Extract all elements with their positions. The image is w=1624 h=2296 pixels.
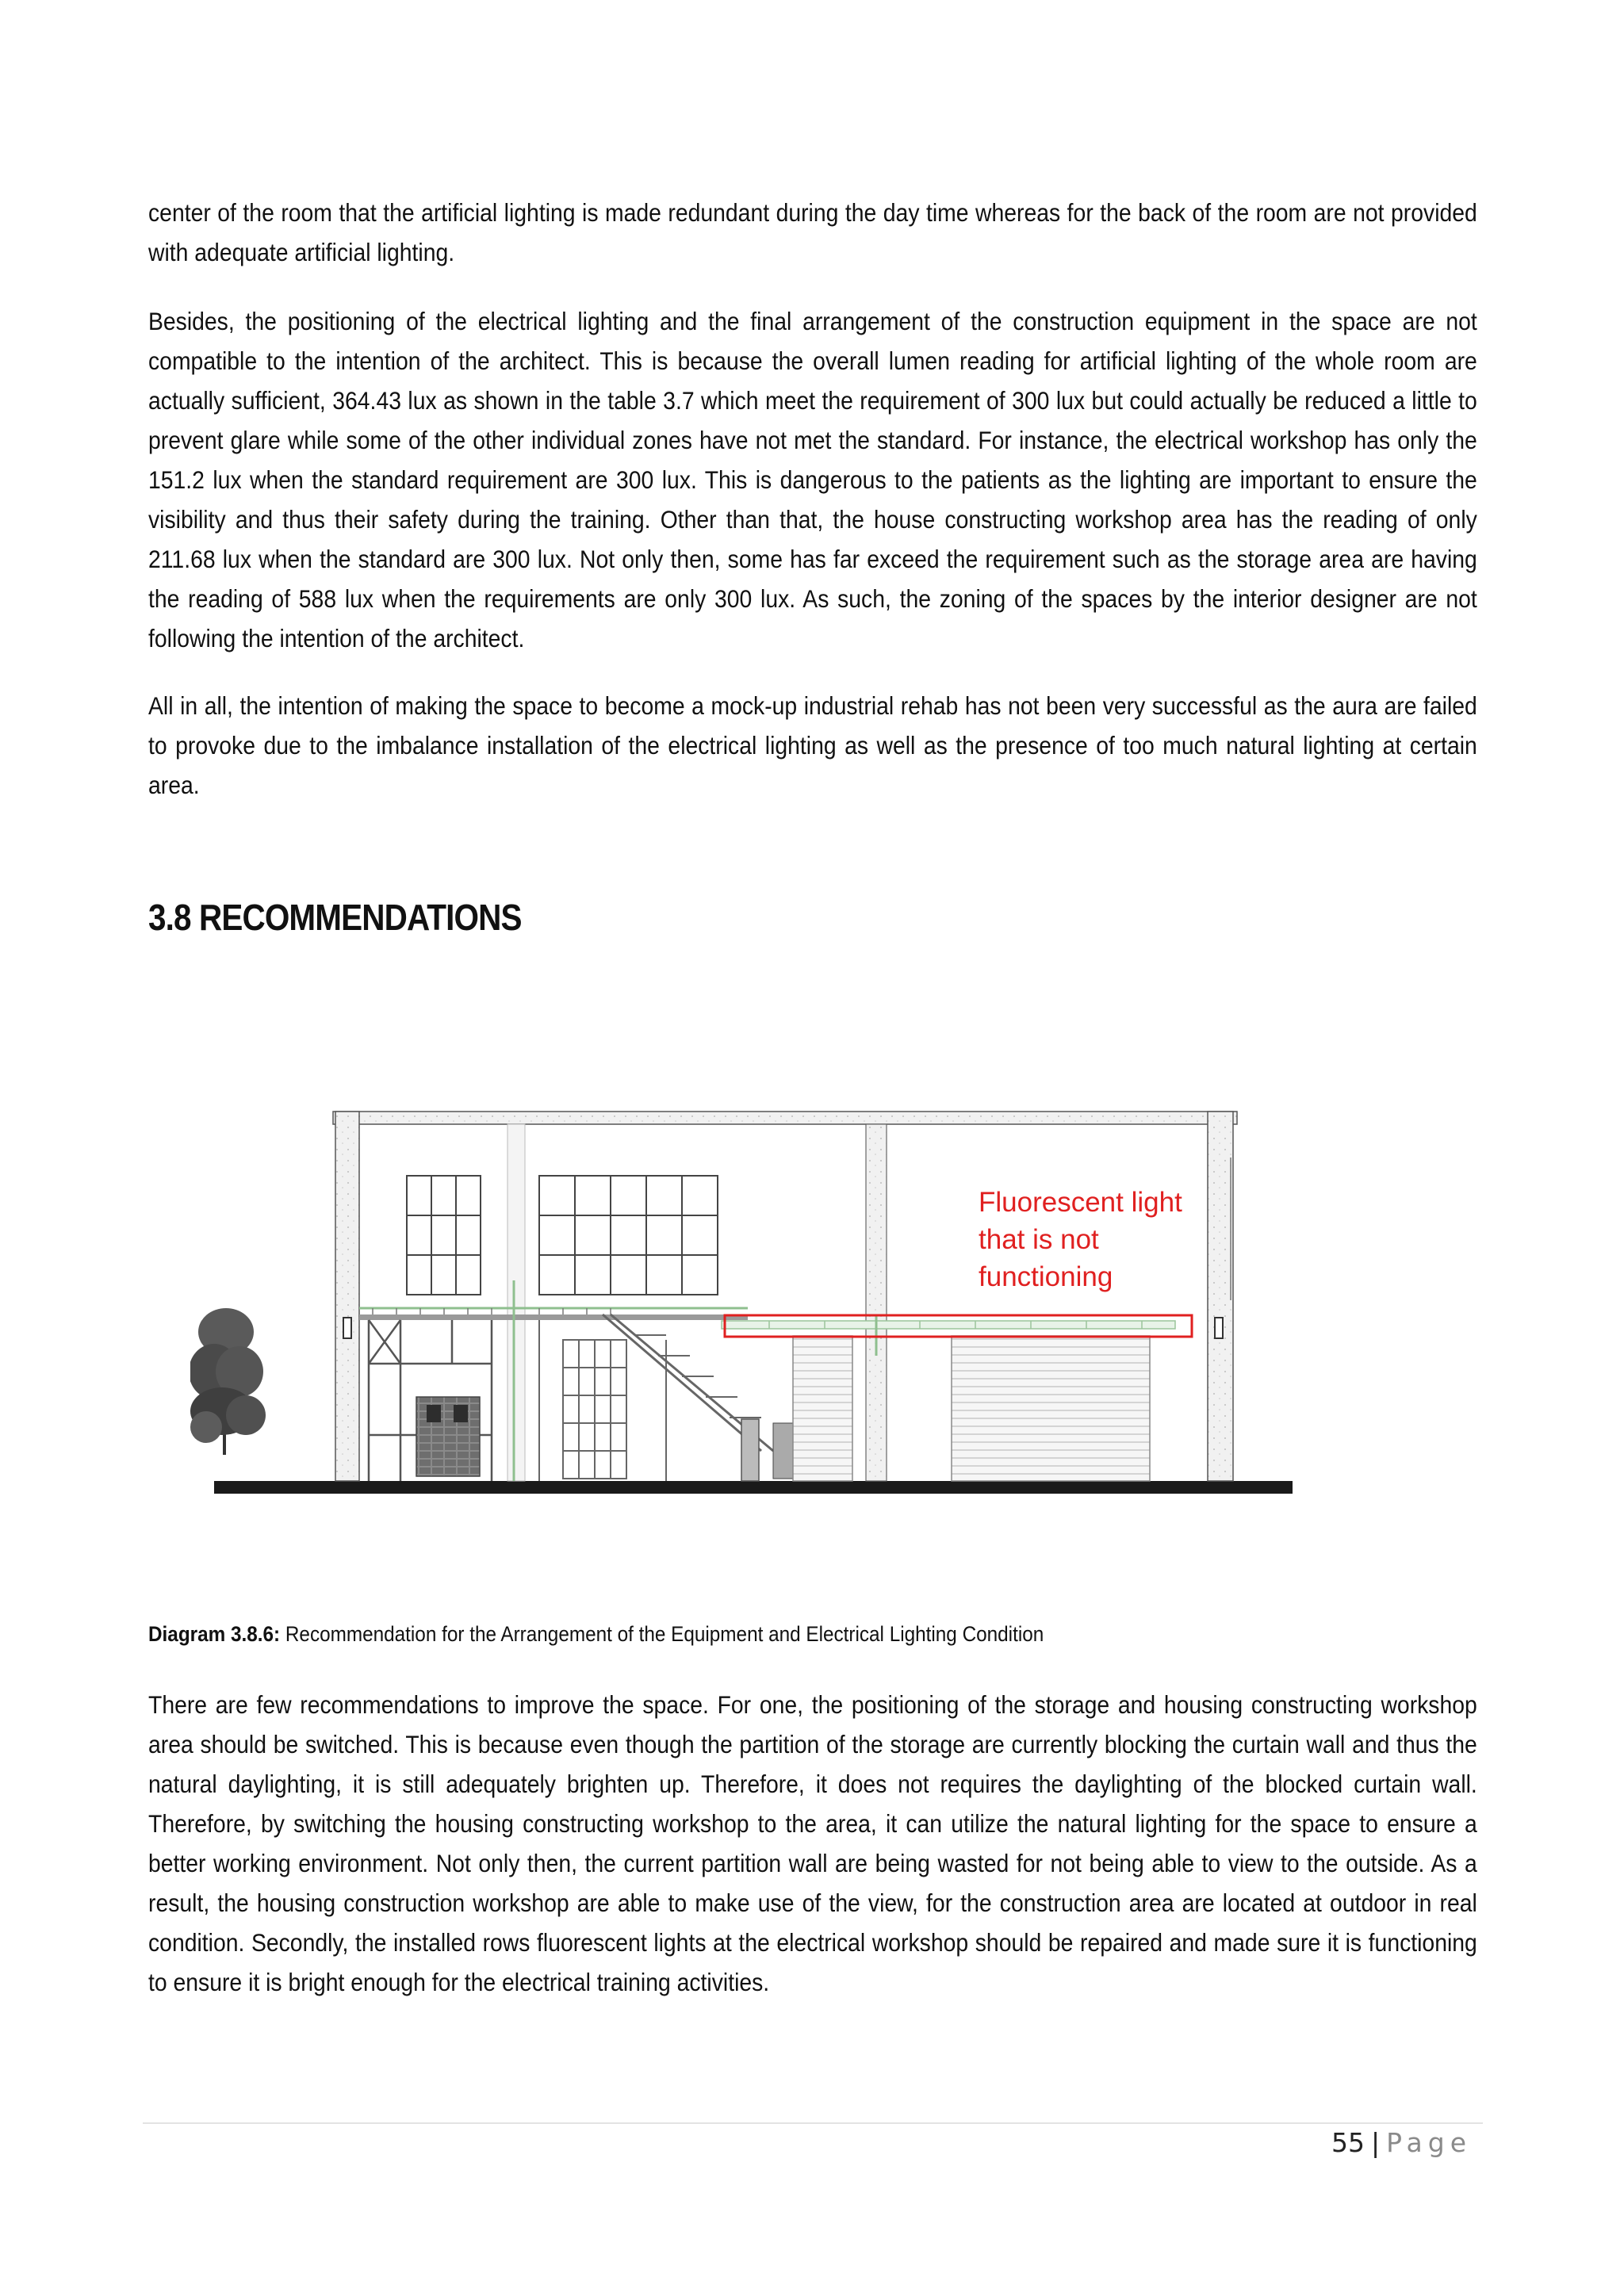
annotation-line-2: that is not — [979, 1224, 1099, 1255]
paragraph-lighting-analysis: Besides, the positioning of the electrical lighting and the final arrangement of the construction equipment in the space are not compatible to the intention of the architect. This is because the overall lumen reading for artificial lighting of the whole room are actually sufficient, 364.43 lux as shown in the table 3.7 which meet the requirement of 300 lux but could actually be reduced a little to prevent glare while some of the other individual zones have not met the standard. For instance, the electrical workshop has only the 151.2 lux when the standard requirement are 300 lux. This is dangerous to the patients as the lighting are important to ensure the visibility and thus their safety during the training. Other than that, the house constructing workshop area has the reading of only 211.68 lux when the standard are 300 lux. Not only then, some has far exceed the requirement such as the storage area are having the reading of 588 lux when the requirements are only 300 lux. As such, the zoning of the spaces by the interior designer are not following the intention of the architect. — [148, 307, 1477, 652]
paragraph-intro: center of the room that the artificial lighting is made redundant during the day time whereas for the back of the room are not provided with adequate artificial lighting. — [148, 198, 1477, 266]
window-left — [407, 1176, 481, 1295]
ground-slab — [214, 1481, 1293, 1494]
annotation-line-1: Fluorescent light — [979, 1187, 1182, 1218]
annotation-fluorescent — [979, 1187, 1182, 1292]
caption-text: Recommendation for the Arrangement of the Equipment and Electrical Lighting Condition — [280, 1622, 1044, 1646]
window-center — [539, 1176, 718, 1295]
shutter-door-large — [952, 1336, 1150, 1481]
page-footer — [1331, 2127, 1472, 2158]
section-heading: 3.8 RECOMMENDATIONS — [148, 897, 522, 938]
footer-separator: | — [1370, 2127, 1381, 2158]
paragraph-recommendations: There are few recommendations to improve the space. For one, the positioning of the storage and housing constructing workshop area should be switched. This is because even though the partition of the storage are currently blocking the curtain wall and thus the natural daylighting, it is still adequately brighten up. Therefore, it does not requires the daylighting of the blocked curtain wall. Therefore, by switching the housing constructing workshop to the area, it can utilize the natural lighting for the space to ensure a better working environment. Not only then, the current partition wall are being wasted for not being able to view to the outside. As a result, the housing construction workshop are able to make use of the view, for the construction area are located at outdoor in real condition. Secondly, the installed rows fluorescent lights at the electrical workshop should be repaired and made sure it is functioning to ensure it is bright enough for the electrical training activities. — [148, 1690, 1477, 1996]
shelving-and-stairs — [539, 1314, 773, 1481]
caption-label: Diagram 3.8.6: — [148, 1622, 281, 1646]
footer-divider — [143, 2122, 1483, 2124]
page-number: 55 — [1331, 2127, 1365, 2158]
annotation-line-3: functioning — [979, 1261, 1113, 1292]
shutter-door-small — [793, 1336, 852, 1481]
paragraph-conclusion: All in all, the intention of making the space to become a mock-up industrial rehab has not been very successful as the aura are failed to provoke due to the imbalance installation of the electrical lighting as well as the presence of too much natural lighting at certain area. — [148, 691, 1477, 799]
tree-graphic — [190, 1308, 266, 1455]
page-label: Page — [1386, 2127, 1472, 2158]
diagram-caption — [148, 1622, 1044, 1647]
building-section-diagram — [190, 1102, 1300, 1506]
